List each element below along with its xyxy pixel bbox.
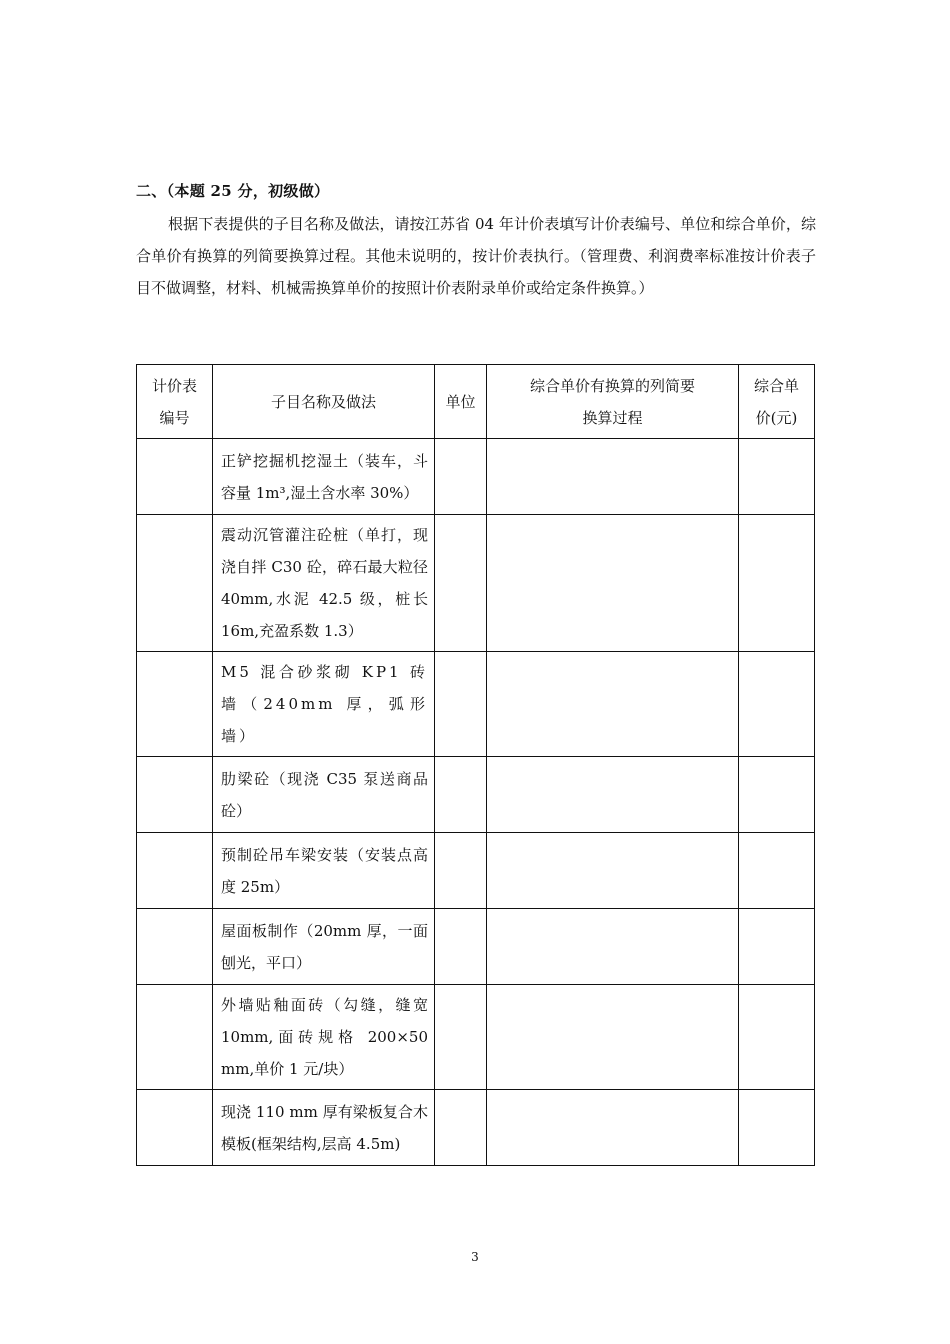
table-row (137, 515, 815, 652)
question-intro: 根据下表提供的子目名称及做法，请按江苏省 04 年计价表填写计价表编号、单位和综合单价，综合单价有换算的列简要换算过程。其他未说明的，按计价表执行。（管理费、利润费率标准按计价表子目不做调整，材料、机械需换算单价的按照计价表附录单价或给定条件换算。） (136, 215, 816, 297)
header-code: 计价表 编号 (137, 365, 213, 439)
page-number: 3 (471, 1250, 479, 1264)
item-name-cell: M5 混合砂浆砌 KP1 砖墙（240mm 厚，弧形墙） (213, 652, 435, 757)
price-cell[interactable] (739, 833, 815, 909)
item-name-cell: 肋梁砼（现浇 C35 泵送商品砼） (213, 757, 435, 833)
header-price: 综合单 价(元) (739, 365, 815, 439)
price-cell[interactable] (739, 909, 815, 985)
price-cell[interactable] (739, 757, 815, 833)
price-cell[interactable] (739, 1090, 815, 1166)
price-cell[interactable] (739, 652, 815, 757)
item-name-cell: 现浇 110 mm 厚有梁板复合木模板(框架结构,层高 4.5m) (213, 1090, 435, 1166)
code-cell[interactable] (137, 652, 213, 757)
question-heading: 二、（本题 25 分，初级做） (136, 182, 330, 200)
table-row (137, 1090, 815, 1166)
code-cell[interactable] (137, 833, 213, 909)
code-cell[interactable] (137, 515, 213, 652)
process-cell[interactable] (487, 909, 739, 985)
process-cell[interactable] (487, 652, 739, 757)
header-process: 综合单价有换算的列简要 换算过程 (487, 365, 739, 439)
process-cell[interactable] (487, 985, 739, 1090)
table-row (137, 985, 815, 1090)
item-name-cell: 震动沉管灌注砼桩（单打，现浇自拌 C30 砼，碎石最大粒径 40mm,水泥 42.5 级，桩长 16m,充盈系数 1.3） (213, 515, 435, 652)
table-row (137, 833, 815, 909)
table-row (137, 652, 815, 757)
table-row (137, 909, 815, 985)
unit-cell[interactable] (435, 757, 487, 833)
process-cell[interactable] (487, 439, 739, 515)
pricing-table (136, 364, 815, 1166)
table-header-row (137, 365, 815, 439)
code-cell[interactable] (137, 985, 213, 1090)
code-cell[interactable] (137, 909, 213, 985)
table-row (137, 439, 815, 515)
unit-cell[interactable] (435, 652, 487, 757)
unit-cell[interactable] (435, 985, 487, 1090)
process-cell[interactable] (487, 757, 739, 833)
item-name-cell: 预制砼吊车梁安装（安装点高度 25m） (213, 833, 435, 909)
unit-cell[interactable] (435, 909, 487, 985)
unit-cell[interactable] (435, 515, 487, 652)
process-cell[interactable] (487, 833, 739, 909)
code-cell[interactable] (137, 1090, 213, 1166)
price-cell[interactable] (739, 439, 815, 515)
header-name: 子目名称及做法 (213, 365, 435, 439)
header-unit: 单位 (435, 365, 487, 439)
item-name-cell: 外墙贴釉面砖（勾缝，缝宽10mm,面砖规格 200×50 mm,单价 1 元/块） (213, 985, 435, 1090)
code-cell[interactable] (137, 439, 213, 515)
price-cell[interactable] (739, 985, 815, 1090)
process-cell[interactable] (487, 1090, 739, 1166)
unit-cell[interactable] (435, 833, 487, 909)
table-row (137, 757, 815, 833)
item-name-cell: 正铲挖掘机挖湿土（装车，斗容量 1m³,湿土含水率 30%） (213, 439, 435, 515)
code-cell[interactable] (137, 757, 213, 833)
process-cell[interactable] (487, 515, 739, 652)
price-cell[interactable] (739, 515, 815, 652)
unit-cell[interactable] (435, 1090, 487, 1166)
unit-cell[interactable] (435, 439, 487, 515)
item-name-cell: 屋面板制作（20mm 厚，一面刨光，平口） (213, 909, 435, 985)
